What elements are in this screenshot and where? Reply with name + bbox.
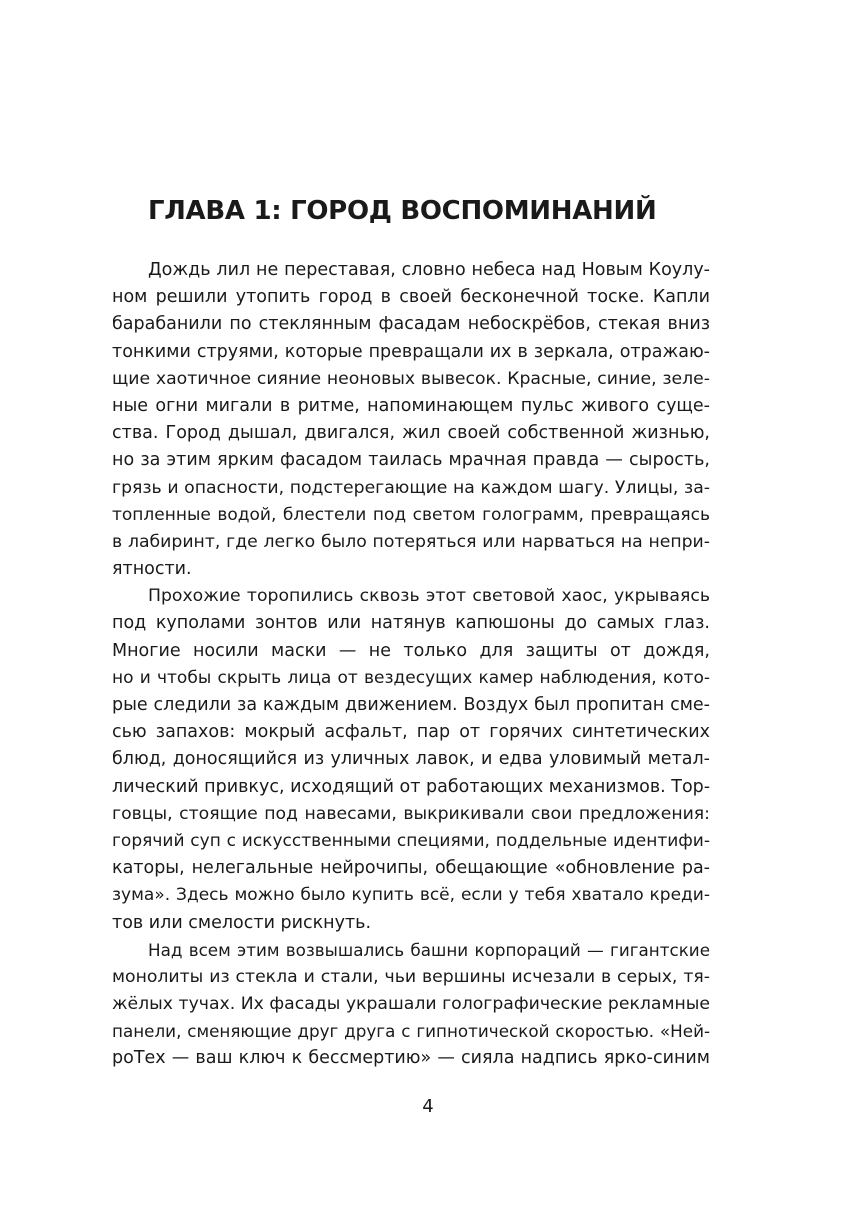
- text-line: под куполами зонтов или натянув капюшоны до самых глаз.: [112, 613, 710, 634]
- text-line: блюд, доносящийся из уличных лавок, и едва уловимый метал-: [112, 749, 710, 770]
- text-line: каторы, нелегальные нейрочипы, обещающие «обновление ра-: [112, 858, 710, 879]
- text-line: грязь и опасности, подстерегающие на каждом шагу. Улицы, за-: [112, 477, 710, 498]
- text-line: но за этим ярким фасадом таилась мрачная правда — сырость,: [112, 450, 710, 471]
- text-line: сью запахов: мокрый асфальт, пар от горячих синтетических: [112, 722, 710, 743]
- text-line: щие хаотичное сияние неоновых вывесок. Красные, синие, зеле-: [112, 368, 710, 389]
- text-line: ятности.: [112, 559, 192, 580]
- chapter-body: [112, 257, 710, 1073]
- text-line: ном решили утопить город в своей бесконечной тоске. Капли: [112, 287, 710, 308]
- text-line: зума». Здесь можно было купить всё, если у тебя хватало креди-: [112, 885, 710, 906]
- paragraph-1: [112, 257, 710, 583]
- text-line: лический привкус, исходящий от работающих механизмов. Тор-: [112, 776, 710, 797]
- paragraph-2: [112, 583, 710, 936]
- text-line: барабанили по стеклянным фасадам небоскрёбов, стекая вниз: [112, 314, 710, 335]
- text-line: в лабиринт, где легко было потеряться или нарваться на непри-: [112, 531, 710, 552]
- text-line: панели, сменяющие друг друга с гипнотической скоростью. «Ней-: [112, 1021, 710, 1042]
- text-line: монолиты из стекла и стали, чьи вершины исчезали в серых, тя-: [112, 966, 710, 987]
- text-line: Прохожие торопились сквозь этот световой хаос, укрываясь: [148, 586, 710, 607]
- text-line: но и чтобы скрыть лица от вездесущих камер наблюдения, кото-: [112, 667, 710, 688]
- text-line: Над всем этим возвышались башни корпораций — гигантские: [148, 939, 710, 960]
- text-line: топленные водой, блестели под светом голограмм, превращаясь: [112, 504, 710, 525]
- text-line: Дождь лил не переставая, словно небеса над Новым Коулу-: [148, 260, 710, 280]
- text-line: тонкими струями, которые превращали их в зеркала, отражаю-: [112, 341, 710, 362]
- text-line: рые следили за каждым движением. Воздух был пропитан сме-: [112, 695, 710, 715]
- text-line: роТех — ваш ключ к бессмертию» — сияла надпись ярко-синим: [112, 1048, 710, 1069]
- text-line: ства. Город дышал, двигался, жил своей собственной жизнью,: [112, 423, 710, 444]
- chapter-title: ГЛАВА 1: ГОРОД ВОСПОМИНАНИЙ: [148, 196, 657, 226]
- text-line: горячий суп с искусственными специями, поддельные идентифи-: [112, 830, 710, 851]
- text-line: жёлых тучах. Их фасады украшали голографические рекламные: [112, 994, 710, 1015]
- text-line: ные огни мигали в ритме, напоминающем пульс живого суще-: [112, 395, 710, 416]
- page-number: 4: [422, 1096, 434, 1117]
- text-line: говцы, стоящие под навесами, выкрикивали свои предложения:: [112, 803, 710, 824]
- text-line: тов или смелости рискнуть.: [112, 912, 372, 933]
- text-line: Многие носили маски — не только для защиты от дождя,: [112, 640, 710, 661]
- paragraph-3: [112, 937, 710, 1073]
